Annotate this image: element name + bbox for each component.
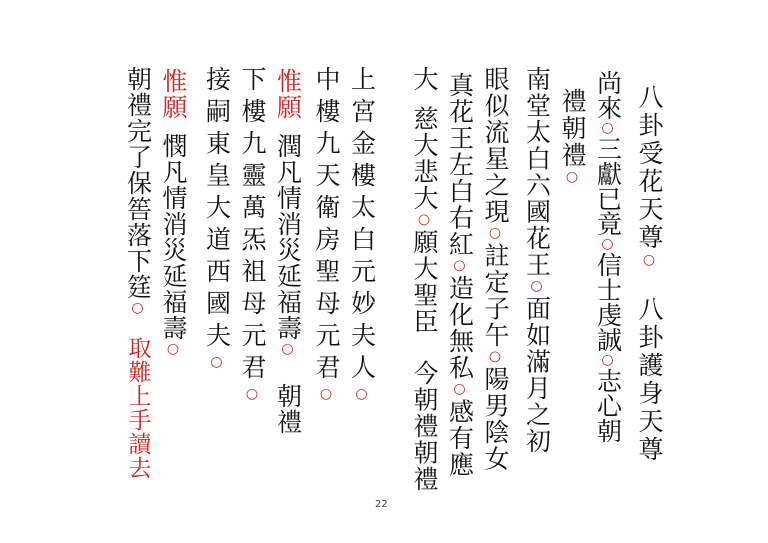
pause-circle-mark: ○ [641,252,657,271]
text-segment: 朝禮 [273,383,303,435]
pause-circle-mark: ○ [279,341,296,358]
pause-circle-mark: ○ [244,386,260,409]
text-segment: 中樓九天衛房聖母元君 [312,66,341,386]
red-emphasis-text: 惟願 [273,68,303,120]
line-07-daci-dabei [411,66,439,526]
pause-circle-mark: ○ [599,352,616,368]
line-08-shanggong-yuanmiao-furen [348,66,376,526]
pause-circle-mark: ○ [165,341,181,358]
text-segment: 南堂太白六國花王 [522,66,552,278]
text-segment: 信士虔誠 [593,252,623,352]
pause-circle-mark: ○ [129,300,146,317]
text-segment: 下樓九靈萬炁祖母元君 [238,66,267,386]
line-12-jiesi-donghuang [203,66,231,526]
pause-circle-mark: ○ [451,257,468,275]
text-block [116,66,663,526]
text-segment: 大 [410,66,439,93]
line-05-yansi-liuxing [482,66,510,526]
pause-circle-mark: ○ [416,211,432,229]
text-segment: 上宮金樓太白元妙夫人 [347,66,377,386]
page-number: 22 [375,499,388,510]
pause-circle-mark: ○ [353,386,370,409]
pause-circle-mark: ○ [318,386,334,409]
pause-circle-mark: ○ [487,348,503,366]
pause-circle-mark: ○ [599,236,616,252]
text-segment: 尚來 [593,70,623,120]
line-06-zhen-huawang [446,66,474,526]
pause-circle-mark: ○ [487,225,503,243]
text-segment: 朝禮完了保筶落下筳 [123,66,153,300]
text-segment: 真花王左白右紅 [445,72,475,258]
text-segment: 志心朝 [593,368,623,443]
text-segment: 八卦護身天尊 [635,296,664,464]
text-segment: 今朝禮朝禮 [410,360,439,493]
text-segment: 眼似流星之現 [481,66,510,225]
line-10-weiyuan-run-fanqing [274,66,302,526]
text-segment: 陽男陰女 [481,366,510,472]
text-segment: 憫凡情消災延福壽 [159,133,188,341]
pause-circle-mark: ○ [451,381,468,399]
text-segment: 慈大悲大 [410,105,439,212]
text-segment: 潤凡情消災延福壽 [273,133,303,341]
red-emphasis-text: 惟願 [159,68,188,120]
pause-circle-mark: ○ [208,354,225,377]
text-segment: 註定子午 [481,242,510,349]
line-04-nantang-taibai-huawang [523,66,551,526]
text-segment: 感有應 [445,398,475,478]
text-segment: 面如滿月之初 [522,295,552,455]
line-09-zhonglou-weifang-shengmu [313,66,341,526]
text-segment: 願大聖臣 [410,229,439,335]
line-03-li-chaoli [559,66,587,526]
line-13-weiyuan-min-fanqing [160,66,188,526]
line-11-xialou-zumu-yuanjun [239,66,267,526]
pause-circle-mark: ○ [564,169,580,187]
text-segment: 接嗣東皇大道西國夫 [202,66,232,354]
text-segment: 三獻已竟 [593,136,623,236]
line-14-chaoli-wanliao [124,66,152,526]
instruction-note-text: 取難上手讀去 [124,336,151,480]
text-segment: 造化無私 [445,275,475,381]
pause-circle-mark: ○ [528,278,545,296]
line-01-bagua-shouhua-tianzun [636,66,664,526]
text-segment: 八卦受花天尊 [635,84,664,252]
text-segment: 禮朝禮 [558,88,587,169]
pause-circle-mark: ○ [599,120,616,136]
line-02-shanglai-sanxian [594,66,622,526]
